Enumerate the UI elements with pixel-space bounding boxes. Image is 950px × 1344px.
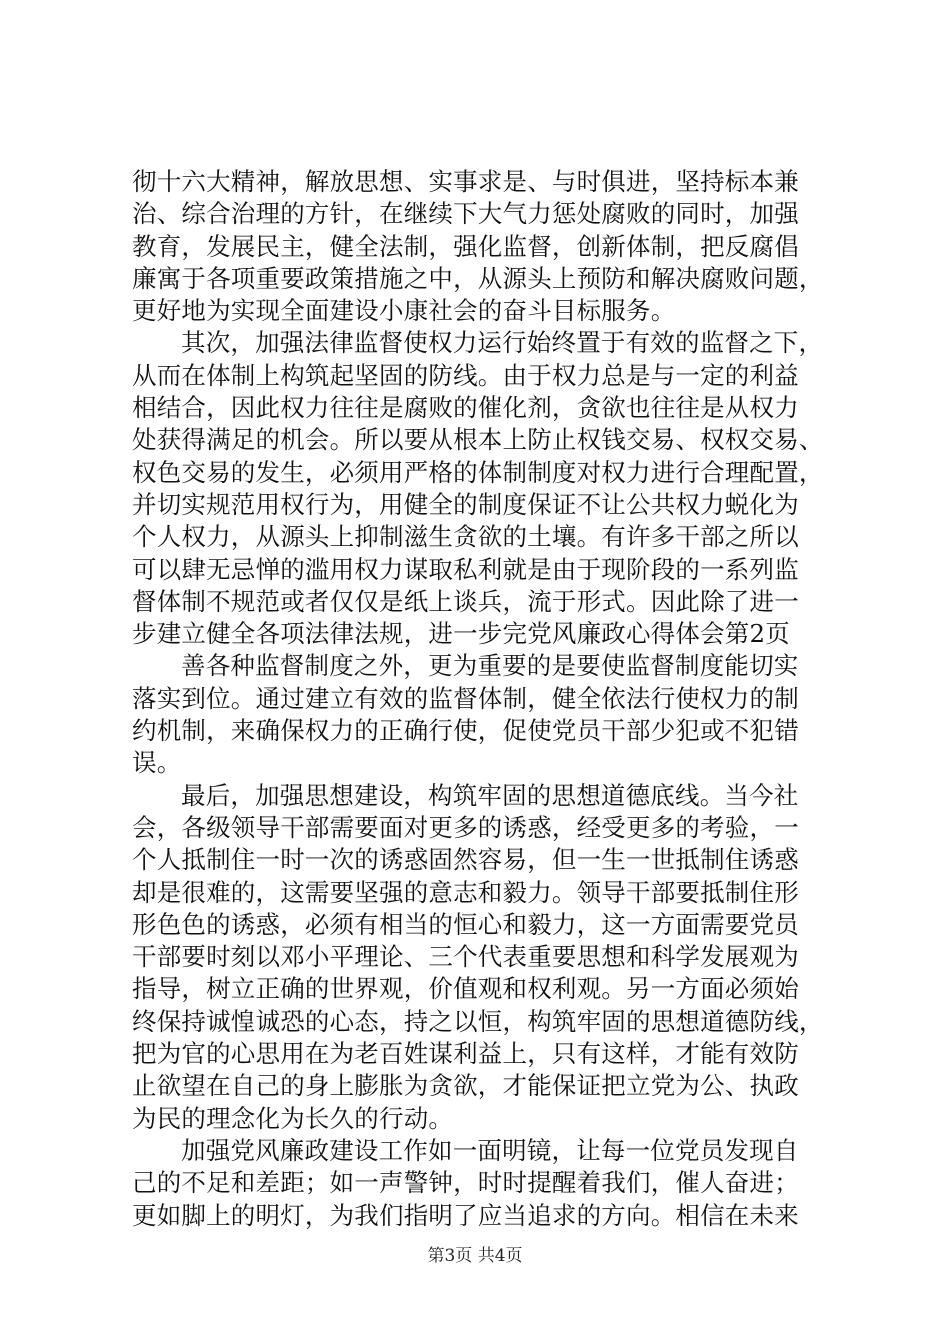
text-line: 落实到位。通过建立有效的监督体制，健全依法行使权力的制 — [132, 683, 799, 713]
text-line: 处获得满足的机会。所以要从根本上防止权钱交易、权权交易、 — [132, 425, 824, 455]
text-line: 并切实规范用权行为，用健全的制度保证不让公共权力蜕化为 — [132, 489, 799, 519]
text-line: 最后，加强思想建设，构筑牢固的思想道德底线。当今社 — [181, 780, 799, 810]
text-line: 指导，树立正确的世界观，价值观和权利观。另一方面必须始 — [132, 974, 799, 1004]
text-line: 廉寓于各项重要政策措施之中，从源头上预防和解决腐败问题， — [132, 263, 824, 293]
text-line: 己的不足和差距；如一声警钟，时时提醒着我们，催人奋进； — [132, 1168, 799, 1198]
text-line: 权色交易的发生，必须用严格的体制制度对权力进行合理配置， — [132, 457, 824, 487]
text-line: 加强党风廉政建设工作如一面明镜，让每一位党员发现自 — [181, 1135, 799, 1165]
text-line: 相结合，因此权力往往是腐败的催化剂，贪欲也往往是从权力 — [132, 393, 799, 423]
paragraph — [132, 1135, 822, 1232]
paragraph — [132, 166, 822, 327]
text-line: 步建立健全各项法律法规，进一步完党风廉政心得体会第2页 — [132, 619, 790, 649]
text-line: 善各种监督制度之外，更为重要的是要使监督制度能切实 — [181, 651, 799, 681]
text-line: 止欲望在自己的身上膨胀为贪欲，才能保证把立党为公、执政 — [132, 1071, 799, 1101]
text-line: 约机制，来确保权力的正确行使，促使党员干部少犯或不犯错 — [132, 716, 799, 746]
text-line: 更好地为实现全面建设小康社会的奋斗目标服务。 — [132, 296, 676, 326]
page-footer: 第3页 共4页 — [427, 1246, 523, 1266]
text-line: 干部要时刻以邓小平理论、三个代表重要思想和科学发展观为 — [132, 942, 799, 972]
text-line: 教育，发展民主，健全法制，强化监督，创新体制，把反腐倡 — [132, 231, 799, 261]
text-line: 为民的理念化为长久的行动。 — [132, 1103, 454, 1133]
text-line: 更如脚上的明灯，为我们指明了应当追求的方向。相信在未来 — [132, 1200, 799, 1230]
text-line: 彻十六大精神，解放思想、实事求是、与时俱进，坚持标本兼 — [132, 167, 799, 196]
text-line: 督体制不规范或者仅仅是纸上谈兵，流于形式。因此除了进一 — [132, 586, 799, 616]
text-line: 其次，加强法律监督使权力运行始终置于有效的监督之下， — [181, 328, 824, 358]
text-line: 终保持诚惶诚恐的心态，持之以恒，构筑牢固的思想道德防线， — [132, 1006, 824, 1036]
paragraph — [132, 327, 822, 650]
text-line: 却是很难的，这需要坚强的意志和毅力。领导干部要抵制住形 — [132, 877, 799, 907]
text-line: 个人权力，从源头上抑制滋生贪欲的土壤。有许多干部之所以 — [132, 522, 799, 552]
paragraph — [132, 780, 822, 1135]
text-line: 误。 — [132, 748, 182, 778]
text-line: 个人抵制住一时一次的诱惑固然容易，但一生一世抵制住诱惑 — [132, 845, 799, 875]
text-line: 把为官的心思用在为老百姓谋利益上，只有这样，才能有效防 — [132, 1039, 799, 1069]
text-line: 可以肆无忌惮的滥用权力谋取私利就是由于现阶段的一系列监 — [132, 554, 799, 584]
text-line: 从而在体制上构筑起坚固的防线。由于权力总是与一定的利益 — [132, 360, 799, 390]
document-body — [132, 166, 822, 1232]
paragraph — [132, 650, 822, 779]
text-line: 形色色的诱惑，必须有相当的恒心和毅力，这一方面需要党员 — [132, 909, 799, 939]
text-line: 会，各级领导干部需要面对更多的诱惑，经受更多的考验，一 — [132, 812, 799, 842]
text-line: 治、综合治理的方针，在继续下大气力惩处腐败的同时，加强 — [132, 199, 799, 229]
